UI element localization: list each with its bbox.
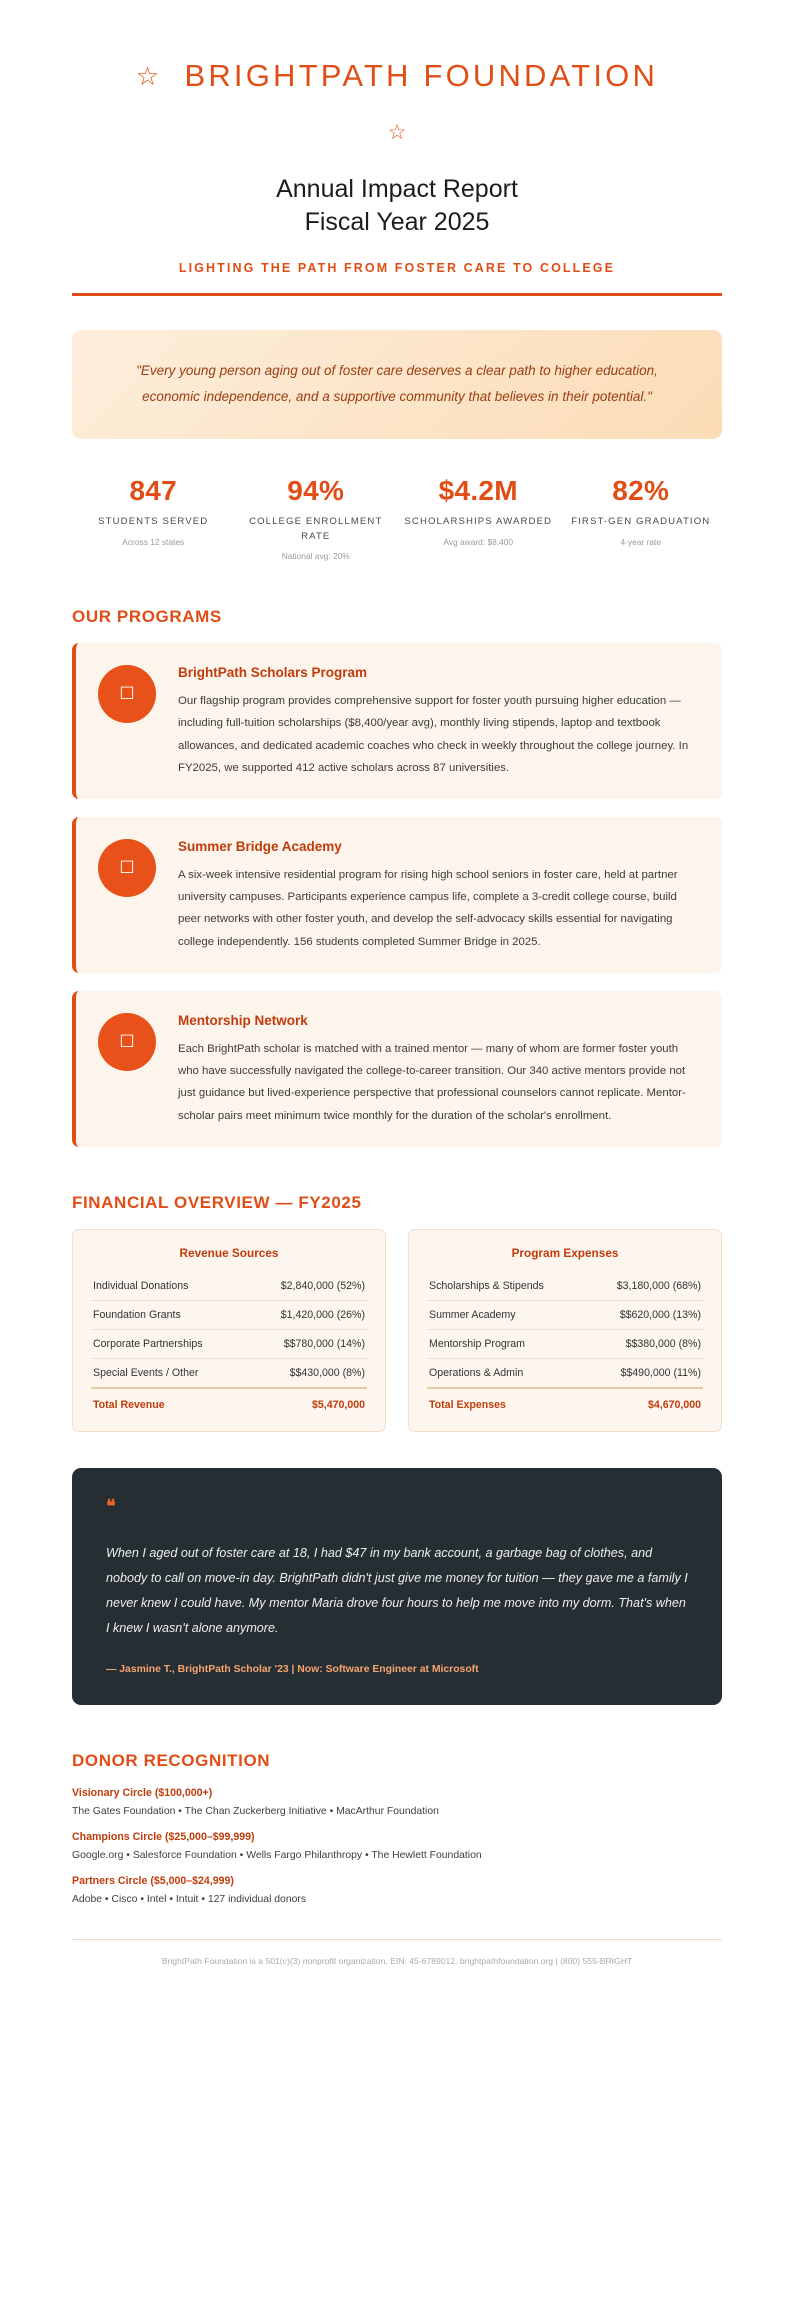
expenses-title: Program Expenses: [511, 1245, 619, 1260]
revenue-row-label: Special Events / Other: [91, 1358, 246, 1388]
mission-statement: "Every young person aging out of foster care deserves a clear path to higher education, economic independence, and a supportive community that believes in their potential.": [72, 330, 722, 439]
stat-block: [72, 475, 235, 561]
program-title: Summer Bridge Academy: [178, 839, 342, 854]
program-description: A six-week intensive residential program for rising high school seniors in foster care, held at partner university campuses. Participants experience campus life, complete a 3-credit college course, build peer networks with other foster youth, and develop the self-advocacy skills essential for navigating college independently. 156 students completed Summer Bridge in 2025.: [178, 869, 678, 948]
stat-block: [560, 475, 723, 561]
donor-tier-name: Partners Circle ($5,000–$24,999): [72, 1874, 234, 1887]
testimonial-attribution: — Jasmine T., BrightPath Scholar '23 | Now: Software Engineer at Microsoft: [106, 1663, 479, 1675]
stat-label: FIRST-GEN GRADUATION: [571, 516, 711, 528]
stat-value: 94%: [287, 475, 345, 507]
quote-icon: ❝: [106, 1495, 116, 1516]
table-row: [91, 1329, 367, 1358]
expense-row-amount: $$620,000 (13%): [585, 1300, 703, 1329]
stat-note: Across 12 states: [122, 536, 185, 547]
program-badge-icon: ☐: [98, 839, 156, 897]
expense-row-amount: $$380,000 (8%): [585, 1329, 703, 1358]
expenses-total-label: Total Expenses: [427, 1388, 585, 1419]
revenue-card: [72, 1229, 386, 1432]
stat-note: 4-year rate: [620, 536, 661, 547]
stat-block: [235, 475, 398, 561]
program-description: Our flagship program provides comprehensive support for foster youth pursuing higher education — including full-tuition scholarships ($8,400/year avg), monthly living stipends, laptop and textbook allowances, and dedicated academic coaches who check in weekly throughout the college journey. In FY2025, we supported 412 active scholars across 87 universities.: [178, 695, 689, 774]
revenue-table: [91, 1272, 367, 1419]
revenue-row-amount: $2,840,000 (52%): [246, 1272, 367, 1301]
organization-name: BRIGHTPATH FOUNDATION: [184, 58, 659, 93]
stat-value: $4.2M: [438, 475, 518, 507]
stat-value: 82%: [612, 475, 670, 507]
program-badge-icon: ☐: [98, 665, 156, 723]
revenue-title: Revenue Sources: [179, 1245, 279, 1260]
financial-tables: [72, 1229, 722, 1432]
expense-row-amount: $3,180,000 (68%): [585, 1272, 703, 1301]
program-title: Mentorship Network: [178, 1012, 308, 1028]
key-stats: [72, 475, 722, 561]
revenue-total-amount: $5,470,000: [246, 1388, 367, 1419]
donor-list: Adobe • Cisco • Intel • Intuit • 127 individual donors: [72, 1893, 307, 1905]
stat-note: National avg: 20%: [281, 551, 350, 562]
table-row: [427, 1329, 703, 1358]
report-title-line-2: Fiscal Year 2025: [304, 208, 490, 236]
program-body: [178, 663, 698, 779]
expense-row-label: Mentorship Program: [427, 1329, 585, 1358]
donor-tier: [72, 1831, 722, 1861]
expense-row-label: Summer Academy: [427, 1300, 585, 1329]
program-body: [178, 837, 698, 953]
program-card: [72, 643, 722, 799]
revenue-row-label: Individual Donations: [91, 1272, 246, 1301]
expenses-total-amount: $4,670,000: [585, 1388, 703, 1419]
financial-heading: FINANCIAL OVERVIEW — FY2025: [72, 1192, 362, 1212]
table-row: [91, 1300, 367, 1329]
donor-tier-name: Visionary Circle ($100,000+): [72, 1786, 213, 1799]
testimonial-quote: When I aged out of foster care at 18, I had $47 in my bank account, a garbage bag of clothes, and nobody to call on move-in day. BrightPath didn't just give me money for tuition — they gave me a family I never knew I could have. My mentor Maria drove four hours to help me move into my dorm. That's when I knew I wasn't alone anymore.: [106, 1545, 688, 1636]
donor-list: The Gates Foundation • The Chan Zuckerberg Initiative • MacArthur Foundation: [72, 1805, 439, 1817]
revenue-row-amount: $$780,000 (14%): [246, 1329, 367, 1358]
stat-value: 847: [129, 475, 178, 507]
testimonial-panel: [72, 1468, 722, 1705]
footer-legal-text: BrightPath Foundation is a 501(c)(3) nonprofit organization. EIN: 45-6789012. brightpathfoundation.org | (800) 555-BRIGHT: [72, 1939, 722, 2000]
header-divider: [72, 293, 722, 296]
table-row: [427, 1358, 703, 1388]
expense-row-amount: $$490,000 (11%): [585, 1358, 703, 1388]
expense-row-label: Scholarships & Stipends: [427, 1272, 585, 1301]
expenses-total-row: [427, 1388, 703, 1419]
table-row: [427, 1272, 703, 1301]
revenue-row-label: Corporate Partnerships: [91, 1329, 246, 1358]
table-row: [91, 1358, 367, 1388]
expenses-table: [427, 1272, 703, 1419]
program-card: [72, 991, 722, 1147]
report-title-line-1: Annual Impact Report: [276, 175, 518, 203]
stat-label: STUDENTS SERVED: [98, 516, 209, 528]
revenue-total-row: [91, 1388, 367, 1419]
expenses-card: [408, 1229, 722, 1432]
program-card: [72, 817, 722, 973]
star-icon: ☆: [135, 61, 163, 91]
revenue-row-label: Foundation Grants: [91, 1300, 246, 1329]
tagline: LIGHTING THE PATH FROM FOSTER CARE TO COLLEGE: [178, 261, 616, 275]
donors-heading: DONOR RECOGNITION: [72, 1750, 271, 1770]
donor-tier-name: Champions Circle ($25,000–$99,999): [72, 1830, 255, 1843]
table-row: [91, 1272, 367, 1301]
programs-heading: OUR PROGRAMS: [72, 607, 222, 627]
revenue-row-amount: $1,420,000 (26%): [246, 1300, 367, 1329]
program-description: Each BrightPath scholar is matched with a trained mentor — many of whom are former foster youth who have successfully navigated the college-to-career transition. Our 340 active mentors provide not just guidance but lived-experience perspective that professional counselors cannot replicate. Mentor-scholar pairs meet minimum twice monthly for the duration of the scholar's enrollment.: [178, 1042, 686, 1122]
program-title: BrightPath Scholars Program: [178, 665, 368, 681]
star-divider-icon: ☆: [387, 121, 407, 144]
program-badge-icon: ☐: [98, 1013, 156, 1071]
revenue-total-label: Total Revenue: [91, 1388, 246, 1419]
stat-block: [397, 475, 560, 561]
program-body: [178, 1011, 698, 1127]
stat-label: SCHOLARSHIPS AWARDED: [404, 516, 553, 528]
stat-note: Avg award: $8,400: [443, 536, 514, 547]
page-title: [72, 173, 722, 239]
expense-row-label: Operations & Admin: [427, 1358, 585, 1388]
donor-list: Google.org • Salesforce Foundation • Wells Fargo Philanthropy • The Hewlett Foundation: [72, 1849, 482, 1861]
table-row: [427, 1300, 703, 1329]
organization-title: [72, 58, 722, 94]
donor-tier: [72, 1787, 722, 1817]
stat-label: COLLEGE ENROLLMENT RATE: [249, 516, 383, 542]
donor-tier: [72, 1875, 722, 1905]
revenue-row-amount: $$430,000 (8%): [246, 1358, 367, 1388]
